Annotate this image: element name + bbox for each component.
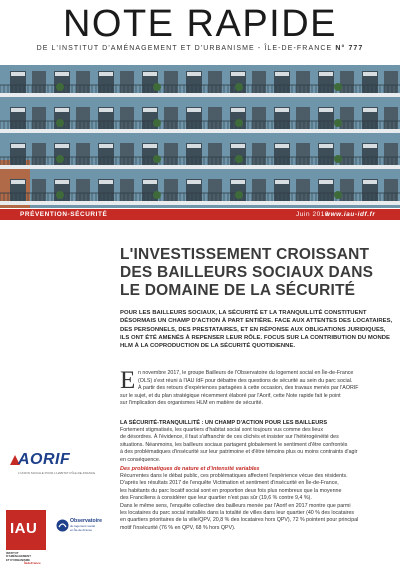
window-blind (11, 72, 25, 76)
body-line: motif l'insécurité (76 % en QPV, 68 % hors QPV). (120, 524, 236, 531)
window-blind (231, 72, 245, 76)
headline-line: LE DOMAINE DE LA SÉCURITÉ (120, 282, 356, 299)
window-blind (99, 108, 113, 112)
intro-line: sur le sujet, et du plan stratégique récemment élaboré par l'Aorif, cette Note rapide fait le point (120, 392, 341, 399)
window-blind (55, 144, 69, 148)
headline-line: L'INVESTISSEMENT CROISSANT (120, 246, 370, 263)
body-line: à des problématiques d'insécurité sur leur patrimoine et d'être témoins plus ou moins contraints d'agir (120, 449, 358, 456)
lead-line: DES PERSONNELS, DES PRESTATAIRES, ET EN RÉPONSE AUX OBLIGATIONS JURIDIQUES, (120, 326, 386, 333)
observatoire-logo (56, 516, 114, 538)
balcony-slab (0, 93, 400, 97)
region-idf-logo: ÎledeFrance (24, 561, 41, 565)
issue-number: N° 777 (335, 45, 364, 52)
window-blind (143, 72, 157, 76)
body-line: en conséquence. (120, 456, 161, 463)
observatoire-subtitle (70, 525, 95, 532)
window-blind (363, 72, 377, 76)
observatoire-title: Observatoire (70, 518, 103, 524)
aorif-tagline: L'UNION SOCIALE POUR L'HABITAT D'ÎLE-DE-FRANCE (18, 471, 96, 475)
iau-sub-line: INSTITUT (6, 551, 19, 555)
body-line: les habitants du parc locatif social sont en proportion deux fois plus nombreux que la moyenne (120, 487, 342, 494)
intro-text (120, 367, 390, 408)
window-blind (187, 72, 201, 76)
balcony-plant (56, 191, 64, 199)
balcony-plant (235, 191, 243, 199)
body-line: en quartiers prioritaires de la ville/QPV, 20,8 % des locataires hors QPV), 72 % pointent pour principal (120, 517, 359, 524)
section-label: PRÉVENTION-SÉCURITÉ (20, 211, 108, 218)
drop-cap: E (120, 367, 136, 394)
body-subhead: LA SÉCURITÉ-TRANQUILLITÉ : UN CHAMP D'ACTION POUR LES BAILLEURS (120, 420, 328, 426)
body-line: Dans le même sens, l'enquête collective des bailleurs menée par l'Aorif en 2017 montre que parmi (120, 502, 351, 509)
body-line: situations. Néanmoins, les bailleurs sociaux partagent globalement le sentiment d'être confrontés (120, 441, 348, 448)
lead-line: HLM À LA COPRODUCTION DE LA SÉCURITÉ QUOTIDIENNE. (120, 343, 296, 350)
body-line: Fortement stigmatisés, les quartiers d'habitat social sont toujours vus comme des lieux (120, 427, 323, 433)
balcony-slab (0, 201, 400, 205)
window-blind (231, 144, 245, 148)
balcony-plant (235, 119, 243, 127)
balcony-plant (334, 83, 342, 91)
window-blind (11, 108, 25, 112)
body-paragraph (120, 473, 392, 532)
window-blind (99, 144, 113, 148)
balcony-plant (56, 83, 64, 91)
window-blind (275, 144, 289, 148)
balcony-slab (0, 129, 400, 133)
balcony-plant (334, 119, 342, 127)
balcony-plant (235, 155, 243, 163)
window-blind (363, 144, 377, 148)
window-blind (55, 108, 69, 112)
lead-line: POUR LES BAILLEURS SOCIAUX, LA SÉCURITÉ ET LA TRANQUILLITÉ CONSTITUENT (120, 310, 367, 316)
article-lead (120, 309, 392, 350)
iau-wordmark: IAU (10, 520, 38, 537)
iau-logo (6, 510, 46, 550)
cover-photo-building-facade (0, 65, 400, 208)
balcony-plant (153, 119, 161, 127)
window-blind (231, 180, 245, 184)
window-blind (187, 180, 201, 184)
observatoire-sub-line: en Île-de-France (70, 527, 93, 532)
window-blind (55, 72, 69, 76)
publication-date: Juin 2018 (296, 211, 330, 218)
window-blind (11, 144, 25, 148)
window-blind (187, 144, 201, 148)
body-line: les locataires du parc social installés dans la totalité de villes dans leur quartier (40 % des locataires (120, 510, 355, 517)
lead-line: ILS ONT ÉTÉ AMENÉS À REPENSER LEUR RÔLE. FOCUS SUR LA CONTRIBUTION DU MONDE (120, 334, 391, 341)
window-blind (363, 108, 377, 112)
article-body (120, 420, 392, 534)
window-blind (319, 180, 333, 184)
balcony-plant (153, 191, 161, 199)
lead-line: DÉSORMAIS UN CHAMP D'ACTION À PART ENTIÈRE. FACE AUX ATTENTES DES LOCATAIRES, (120, 318, 393, 325)
window-blind (275, 180, 289, 184)
balcony-plant (235, 83, 243, 91)
intro-line: n novembre 2017, le groupe Bailleurs de l'Observatoire du logement social en Île-de-France (138, 370, 354, 376)
balcony-plant (334, 155, 342, 163)
window-blind (143, 144, 157, 148)
iau-sub-line: ET D'URBANISME (6, 557, 30, 562)
publication-subtitle-text: DE L'INSTITUT D'AMÉNAGEMENT ET D'URBANISME - ÎLE-DE-FRANCE (36, 45, 333, 52)
masthead (0, 0, 400, 68)
observatoire-sub-line: du logement social (70, 524, 96, 528)
window-blind (275, 72, 289, 76)
publication-title: NOTE RAPIDE (62, 3, 338, 45)
intro-line: sur l'implication des organismes HLM en matière de sécurité. (120, 400, 263, 407)
window-blind (275, 108, 289, 112)
body-paragraph (120, 427, 392, 464)
balcony-plant (153, 155, 161, 163)
article-headline (120, 246, 390, 300)
body-subhead-italic: Des problématiques de nature et d'intensité variables (120, 466, 260, 473)
window-blind (319, 144, 333, 148)
iau-sub-line: D'AMÉNAGEMENT (6, 554, 31, 559)
window-blind (319, 108, 333, 112)
balcony-plant (56, 119, 64, 127)
window-blind (143, 180, 157, 184)
intro-line: À partir des retours d'expériences partagées à cette occasion, des travaux menés par l'AORIF (138, 385, 359, 392)
body-line: Récurrentes dans le débat public, ces problématiques affectent l'expérience vécue des résidents. (120, 473, 348, 480)
body-line: D'après les résultats 2017 de l'enquête Victimation et sentiment d'insécurité en Île-de-France, (120, 480, 339, 487)
aorif-logo (8, 451, 96, 481)
publication-subtitle (0, 45, 400, 52)
window-blind (319, 72, 333, 76)
body-line: des Franciliens à considérer que leur quartier n'est pas sûr (19,6 % contre 9,4 %). (120, 495, 312, 502)
window-blind (363, 180, 377, 184)
window-blind (11, 180, 25, 184)
observatoire-mark-icon (56, 519, 69, 532)
window-blind (99, 72, 113, 76)
balcony-plant (334, 191, 342, 199)
window-blind (99, 180, 113, 184)
aorif-wordmark: AORIF (18, 451, 71, 468)
website-link[interactable]: www.iau-idf.fr (325, 211, 376, 218)
window-blind (55, 180, 69, 184)
headline-line: DES BAILLEURS SOCIAUX DANS (120, 264, 374, 281)
balcony-plant (153, 83, 161, 91)
intro-paragraph (120, 367, 390, 408)
balcony-slab (0, 165, 400, 169)
window-blind (187, 108, 201, 112)
body-line: de désordres. À l'évidence, il faut s'affranchir de ces clichés et insister sur l'hétérogénéité des (120, 434, 339, 441)
window-blind (143, 108, 157, 112)
balcony-plant (56, 155, 64, 163)
section-bar (0, 209, 400, 220)
intro-line: (OLS) s'est réuni à l'IAU îdF pour débattre des questions de sécurité au sein du parc social. (138, 377, 353, 384)
window-blind (231, 108, 245, 112)
